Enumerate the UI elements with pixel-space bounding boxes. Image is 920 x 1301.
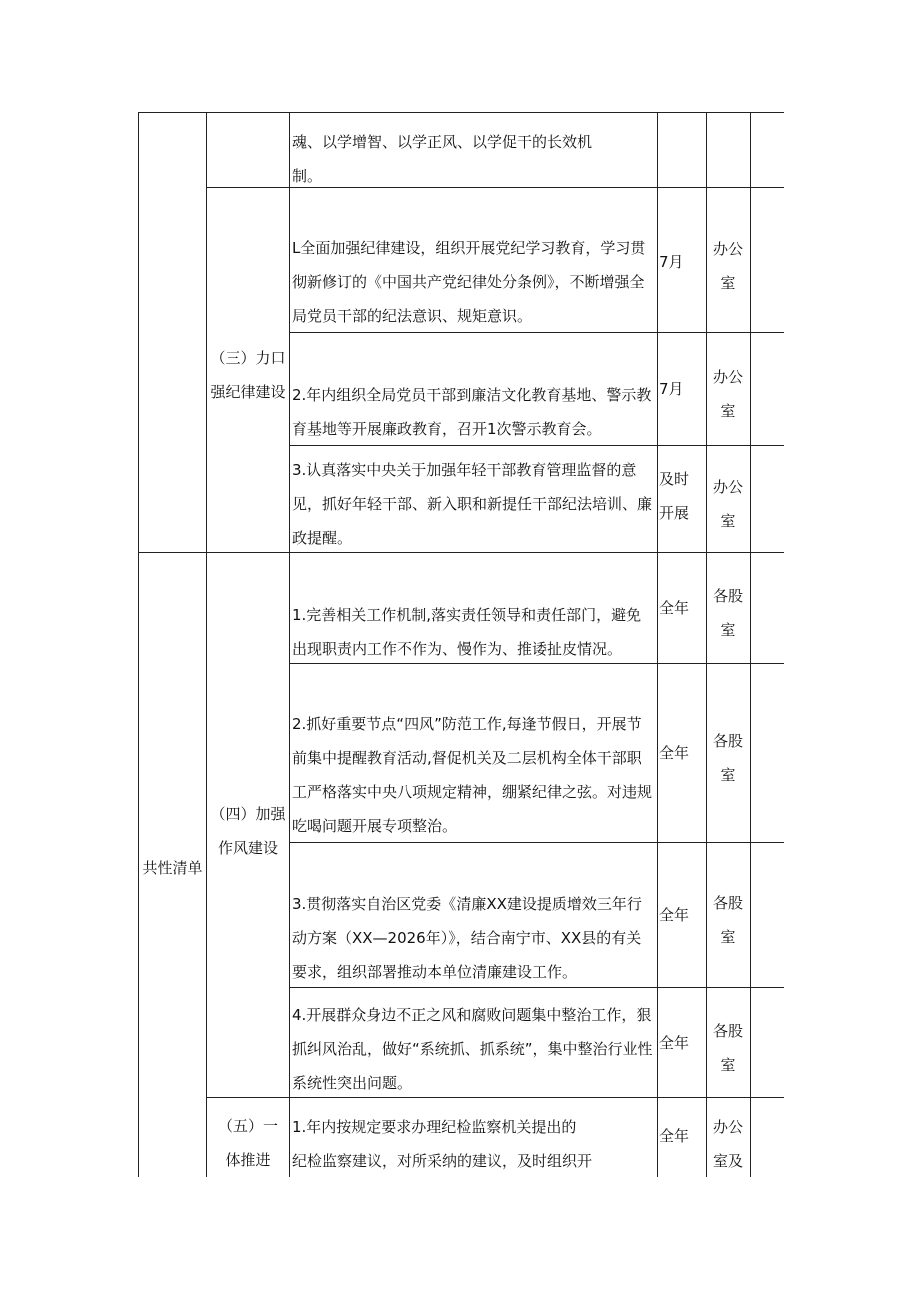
item-dept: 办公室	[712, 478, 743, 530]
item-time: 全年	[659, 906, 690, 924]
col-border	[289, 112, 290, 1177]
item-dept: 各股室	[712, 1022, 743, 1074]
item-text: 1.年内按规定要求办理纪检监察机关提出的 纪检监察建议，对所采纳的建议，及时组织开	[292, 1118, 593, 1170]
item-time: 7月	[659, 253, 684, 271]
item-text: 2.年内组织全局党员干部到廉洁文化教育基地、警示教育基地等开展廉政教育，召开1次警示教育会。	[292, 386, 652, 438]
item-time: 全年	[659, 599, 690, 617]
col-border	[706, 112, 707, 1177]
item-dept: 各股室	[712, 894, 743, 946]
item-time: 7月	[659, 380, 684, 398]
item-text: 2.抓好重要节点“四风”防范工作,每逢节假日，开展节前集中提醒教育活动,督促机关及二层机构全体干部职工严格落实中央八项规定精神，绷紧纪律之弦。对违规吃喝问题开展专项整治。	[292, 715, 653, 835]
group-name-shared-list: 共性清单	[142, 859, 203, 877]
row-border-top	[138, 112, 784, 113]
item-text: 魂、以学增智、以学正风、以学促干的长效机 制。	[292, 133, 593, 185]
section-name-work-style: （四）加强作风建设	[210, 805, 286, 857]
section-name-discipline: （三）力口强纪律建设	[210, 349, 286, 401]
item-time: 全年	[659, 1127, 690, 1145]
item-time: 及时开展	[659, 470, 690, 522]
col-border	[206, 112, 207, 1177]
item-dept: 各股室	[712, 587, 743, 639]
col-border-left	[138, 112, 139, 1177]
item-text: 3.贯彻落实自治区党委《清廉XX建设提质增效三年行动方案（XX—2026年）》，结合南宁市、XX县的有关要求，组织部署推动本单位清廉建设工作。	[292, 895, 642, 981]
item-dept: 办公室及	[712, 1118, 743, 1170]
item-time: 全年	[659, 744, 690, 762]
item-text: L全面加强纪律建设，组织开展党纪学习教育，学习贯彻新修订的《中国共产党纪律处分条例》，不断增强全局党员干部的纪法意识、规矩意识。	[292, 239, 646, 325]
item-dept: 各股室	[712, 732, 743, 784]
item-text: 4.开展群众身边不正之风和腐败问题集中整治工作，狠抓纠风治乱，做好“系统抓、抓系统”，集中整治行业性系统性突出问题。	[292, 1006, 653, 1092]
item-text: 1.完善相关工作机制,落实责任领导和责任部门，避免出现职责内工作不作为、慢作为、推诿扯皮情况。	[292, 606, 642, 658]
item-dept: 办公室	[712, 240, 743, 292]
item-text: 3.认真落实中央关于加强年轻干部教育管理监督的意见，抓好年轻干部、新入职和新提任干部纪法培训、廉政提醒。	[292, 461, 653, 547]
section-name-integrated-advance: （五）一体推进	[217, 1117, 278, 1169]
col-border	[657, 112, 658, 1177]
col-border	[750, 112, 751, 1177]
item-dept: 办公室	[712, 368, 743, 420]
item-time: 全年	[659, 1034, 690, 1052]
